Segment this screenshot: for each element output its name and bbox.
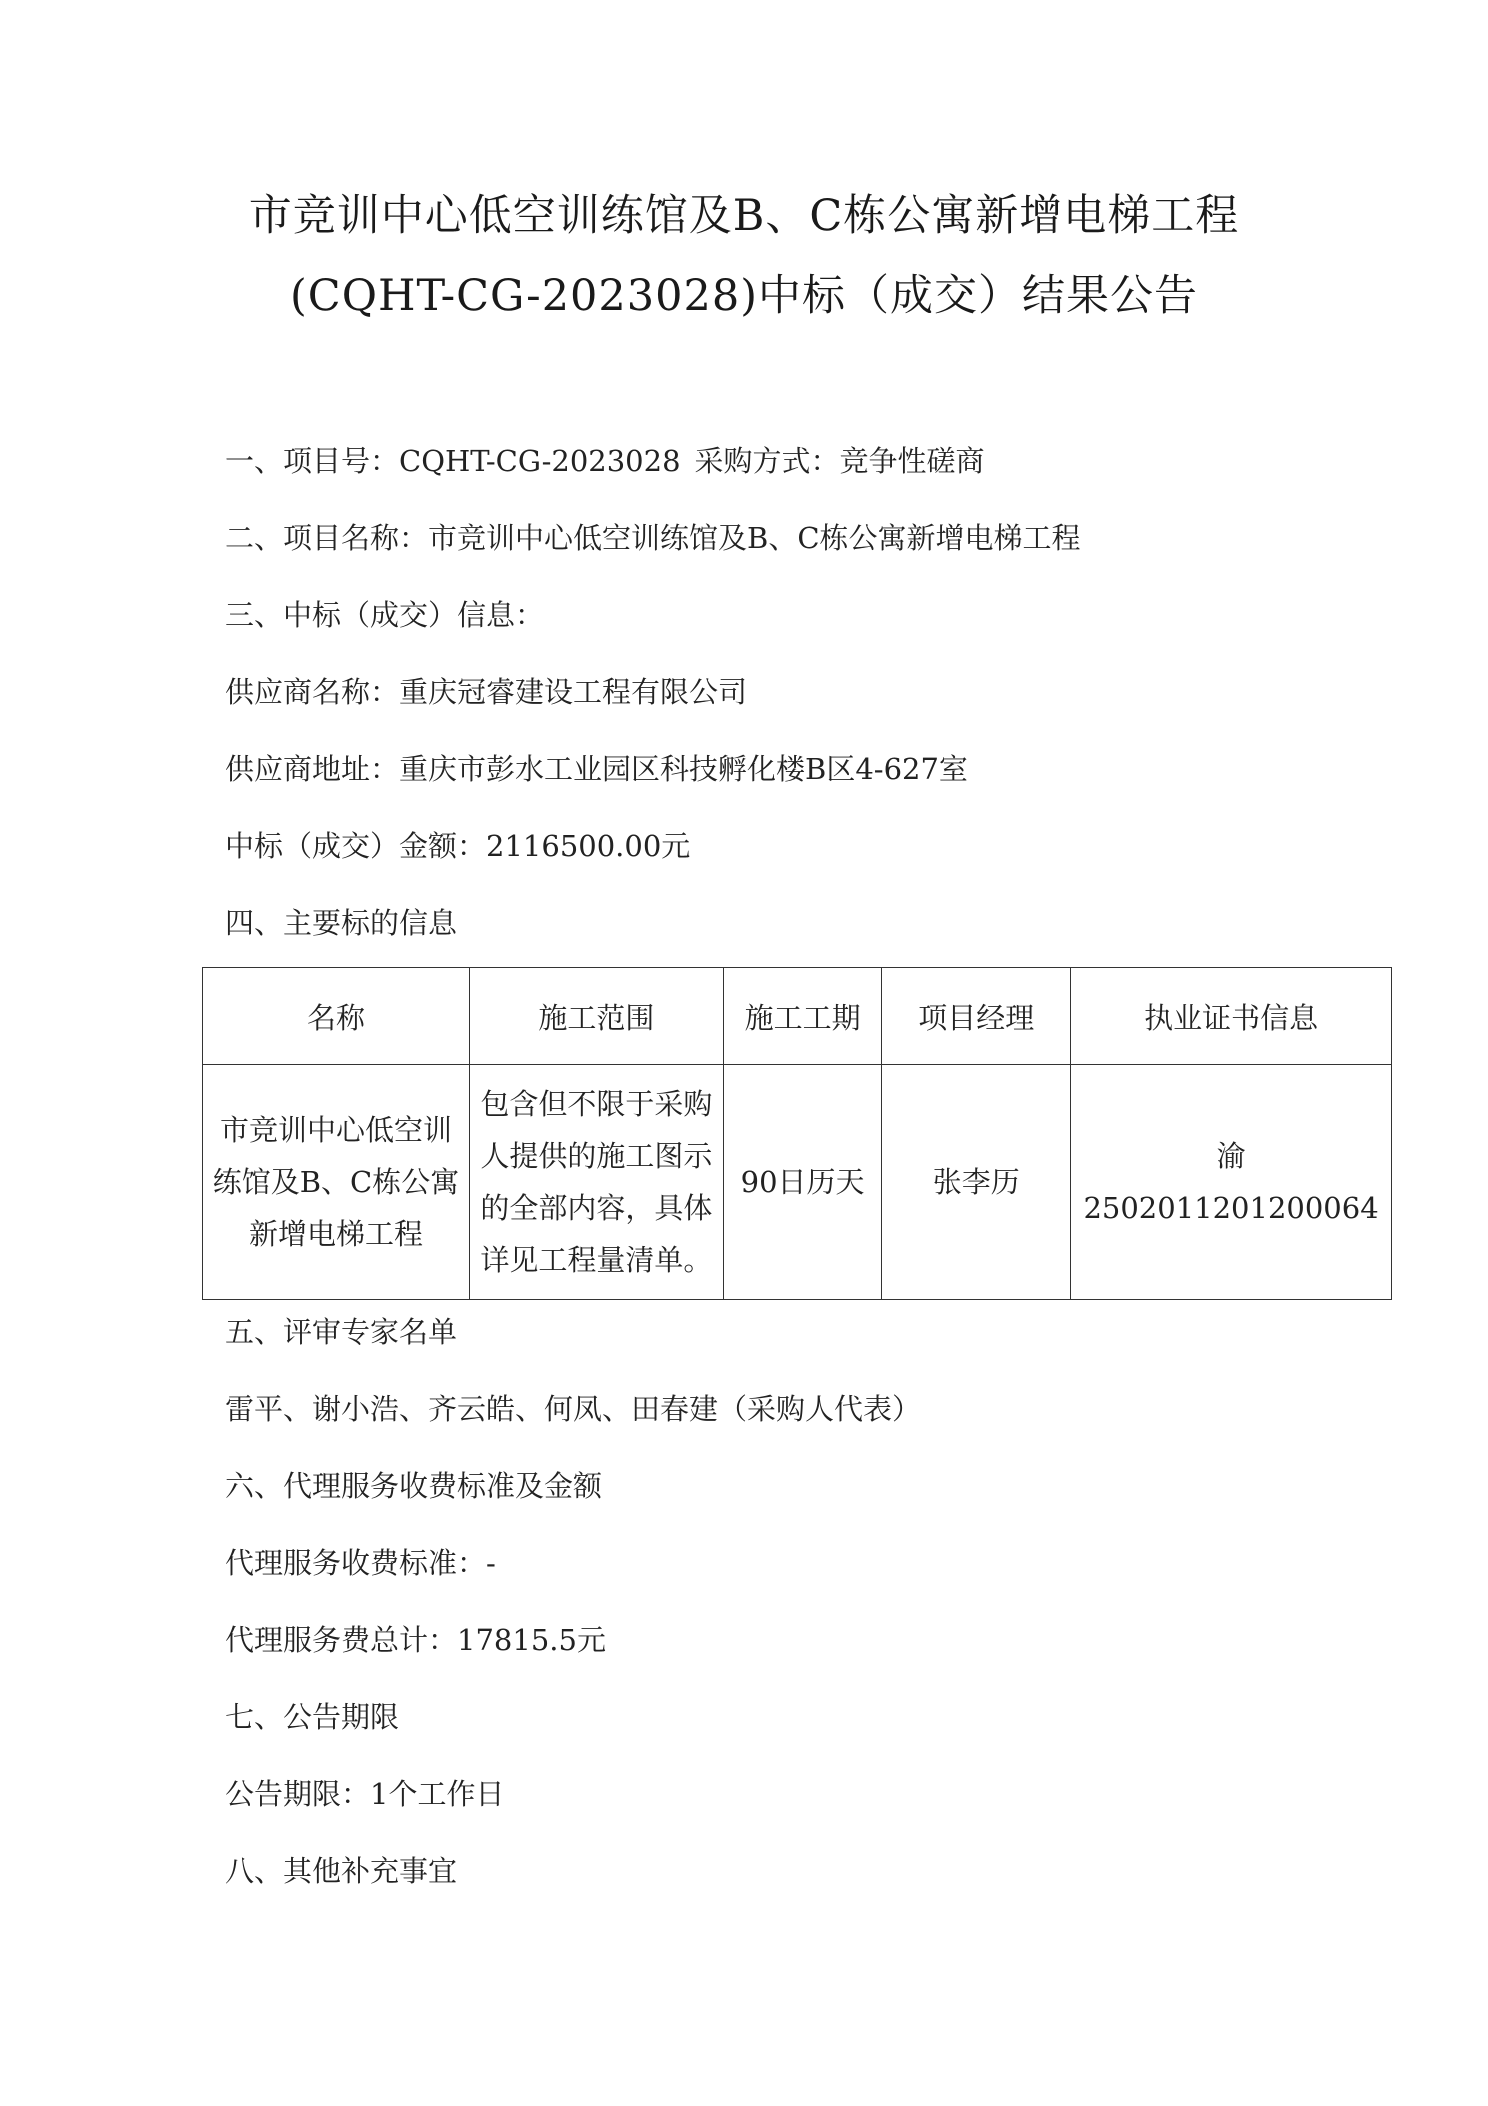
agency-fee-total-value: 17815.5元 [457,1623,606,1657]
supplier-address-label: 供应商地址： [225,752,400,786]
table-header-name: 名称 [203,968,470,1065]
table-cell-period: 90日历天 [723,1065,882,1300]
project-name-label: 二、项目名称： [225,521,429,555]
table-cell-scope: 包含但不限于采购人提供的施工图示的全部内容，具体详见工程量清单。 [469,1065,723,1300]
notice-period-value: 1个工作日 [370,1777,505,1811]
table-row [203,1065,1392,1300]
table-cell-certificate [1071,1065,1392,1300]
table-cell-manager: 张李历 [882,1065,1071,1300]
table-header-manager: 项目经理 [882,968,1071,1065]
notice-period-label: 公告期限： [225,1777,371,1811]
agency-fee-standard-label: 代理服务收费标准： [225,1546,487,1580]
agency-fee-standard-line [225,1543,496,1583]
table-cell-name: 市竞训中心低空训练馆及B、C栋公寓新增电梯工程 [203,1065,470,1300]
supplier-name-value: 重庆冠睿建设工程有限公司 [399,675,748,709]
agency-fee-total-label: 代理服务费总计： [225,1623,458,1657]
supplier-address-value: 重庆市彭水工业园区科技孵化楼B区4-627室 [399,752,968,786]
page-title-code: (CQHT-CG-2023028)中标（成交）结果公告 [290,271,1198,321]
section-heading-award-info: 三、中标（成交）信息： [225,598,545,632]
section-heading-other-matters: 八、其他补充事宜 [225,1854,458,1888]
procurement-method-value: 竞争性磋商 [839,444,985,478]
section-heading-main-items: 四、主要标的信息 [225,906,458,940]
supplier-name-label: 供应商名称： [225,675,400,709]
table-header-row [203,968,1392,1065]
expert-list: 雷平、谢小浩、齐云皓、何凤、田春建（采购人代表） [225,1392,922,1426]
procurement-method-label: 采购方式： [694,444,840,478]
table-header-period: 施工工期 [723,968,882,1065]
supplier-address-line [225,749,968,789]
supplier-name-line [225,672,747,712]
project-number-value: CQHT-CG-2023028 [399,444,681,478]
section-heading-notice-period: 七、公告期限 [225,1700,400,1734]
table-header-certificate: 执业证书信息 [1071,968,1392,1065]
page-title: 市竞训中心低空训练馆及B、C栋公寓新增电梯工程 [248,191,1240,241]
award-amount-value: 2116500.00元 [486,829,691,863]
table-header-scope: 施工范围 [469,968,723,1065]
section-heading-experts: 五、评审专家名单 [225,1315,458,1349]
award-amount-line [225,826,690,866]
certificate-number: 2502011201200064 [1083,1191,1379,1225]
main-items-table [202,967,1392,1300]
project-name-value: 市竞训中心低空训练馆及B、C栋公寓新增电梯工程 [428,521,1081,555]
agency-fee-standard-value: - [486,1546,496,1580]
award-amount-label: 中标（成交）金额： [225,829,487,863]
certificate-prefix: 渝 [1216,1139,1246,1173]
project-number-label: 一、项目号： [225,444,400,478]
section-heading-agency-fee: 六、代理服务收费标准及金额 [225,1469,603,1503]
project-number-line [225,441,985,481]
project-name-line [225,518,1081,558]
notice-period-line [225,1774,504,1814]
agency-fee-total-line [225,1620,606,1660]
